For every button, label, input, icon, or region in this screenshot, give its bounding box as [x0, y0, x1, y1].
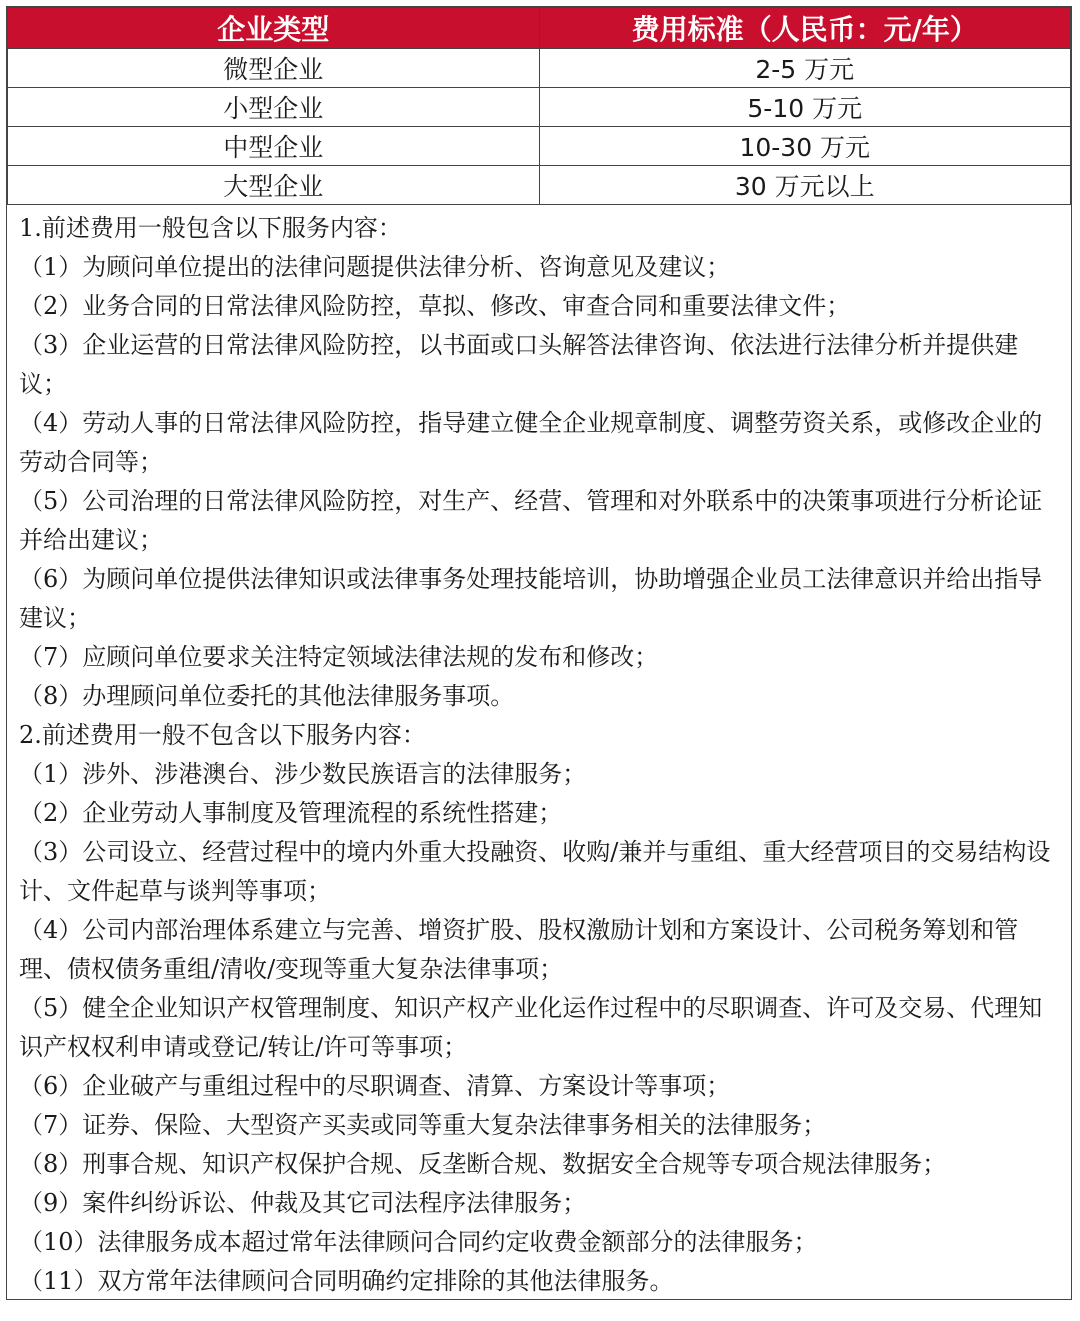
- included-item: （5）公司治理的日常法律风险防控，对生产、经营、管理和对外联系中的决策事项进行分析论证并给出建议；: [19, 487, 1043, 554]
- table-row: [8, 166, 1071, 205]
- excluded-item: （11）双方常年法律顾问合同明确约定排除的其他法律服务。: [19, 1267, 674, 1295]
- enterprise-type-cell: 小型企业: [8, 88, 540, 127]
- fee-cell: 2-5 万元: [539, 49, 1071, 88]
- table-header-row: [8, 8, 1071, 49]
- header-fee-standard: 费用标准（人民币：元/年）: [539, 8, 1071, 49]
- enterprise-type-cell: 中型企业: [8, 127, 540, 166]
- excluded-item: （7）证券、保险、大型资产买卖或同等重大复杂法律事务相关的法律服务；: [19, 1111, 827, 1139]
- included-item: （7）应顾问单位要求关注特定领域法律法规的发布和修改；: [19, 643, 659, 671]
- header-enterprise-type: 企业类型: [8, 8, 540, 49]
- excluded-item: （10）法律服务成本超过常年法律顾问合同约定收费金额部分的法律服务；: [19, 1228, 818, 1256]
- excluded-item: （2）企业劳动人事制度及管理流程的系统性搭建；: [19, 799, 563, 827]
- excluded-item: （1）涉外、涉港澳台、涉少数民族语言的法律服务；: [19, 760, 587, 788]
- excluded-item: （5）健全企业知识产权管理制度、知识产权产业化运作过程中的尽职调查、许可及交易、代理知识产权权利申请或登记/转让/许可等事项；: [19, 994, 1043, 1061]
- excluded-item: （4）公司内部治理体系建立与完善、增资扩股、股权激励计划和方案设计、公司税务筹划和管理、债权债务重组/清收/变现等重大复杂法律事项；: [19, 916, 1019, 983]
- document-frame: [6, 6, 1072, 1300]
- included-heading: 1.前述费用一般包含以下服务内容：: [19, 214, 402, 242]
- included-item: （4）劳动人事的日常法律风险防控，指导建立健全企业规章制度、调整劳资关系，或修改企业的劳动合同等；: [19, 409, 1043, 476]
- service-notes: [7, 205, 1071, 1301]
- excluded-item: （8）刑事合规、知识产权保护合规、反垄断合规、数据安全合规等专项合规法律服务；: [19, 1150, 947, 1178]
- enterprise-type-cell: 大型企业: [8, 166, 540, 205]
- included-item: （8）办理顾问单位委托的其他法律服务事项。: [19, 682, 515, 710]
- included-item: （1）为顾问单位提出的法律问题提供法律分析、咨询意见及建议；: [19, 253, 731, 281]
- table-row: [8, 127, 1071, 166]
- fee-cell: 5-10 万元: [539, 88, 1071, 127]
- table-row: [8, 49, 1071, 88]
- included-item: （3）企业运营的日常法律风险防控，以书面或口头解答法律咨询、依法进行法律分析并提供建议；: [19, 331, 1019, 398]
- fee-cell: 10-30 万元: [539, 127, 1071, 166]
- excluded-item: （9）案件纠纷诉讼、仲裁及其它司法程序法律服务；: [19, 1189, 587, 1217]
- excluded-heading: 2.前述费用一般不包含以下服务内容：: [19, 721, 426, 749]
- table-row: [8, 88, 1071, 127]
- enterprise-type-cell: 微型企业: [8, 49, 540, 88]
- fee-cell: 30 万元以上: [539, 166, 1071, 205]
- included-item: （6）为顾问单位提供法律知识或法律事务处理技能培训，协助增强企业员工法律意识并给出指导建议；: [19, 565, 1043, 632]
- included-item: （2）业务合同的日常法律风险防控，草拟、修改、审查合同和重要法律文件；: [19, 292, 851, 320]
- fee-table: [7, 7, 1071, 205]
- excluded-item: （6）企业破产与重组过程中的尽职调查、清算、方案设计等事项；: [19, 1072, 731, 1100]
- excluded-item: （3）公司设立、经营过程中的境内外重大投融资、收购/兼并与重组、重大经营项目的交易结构设计、文件起草与谈判等事项；: [19, 838, 1051, 905]
